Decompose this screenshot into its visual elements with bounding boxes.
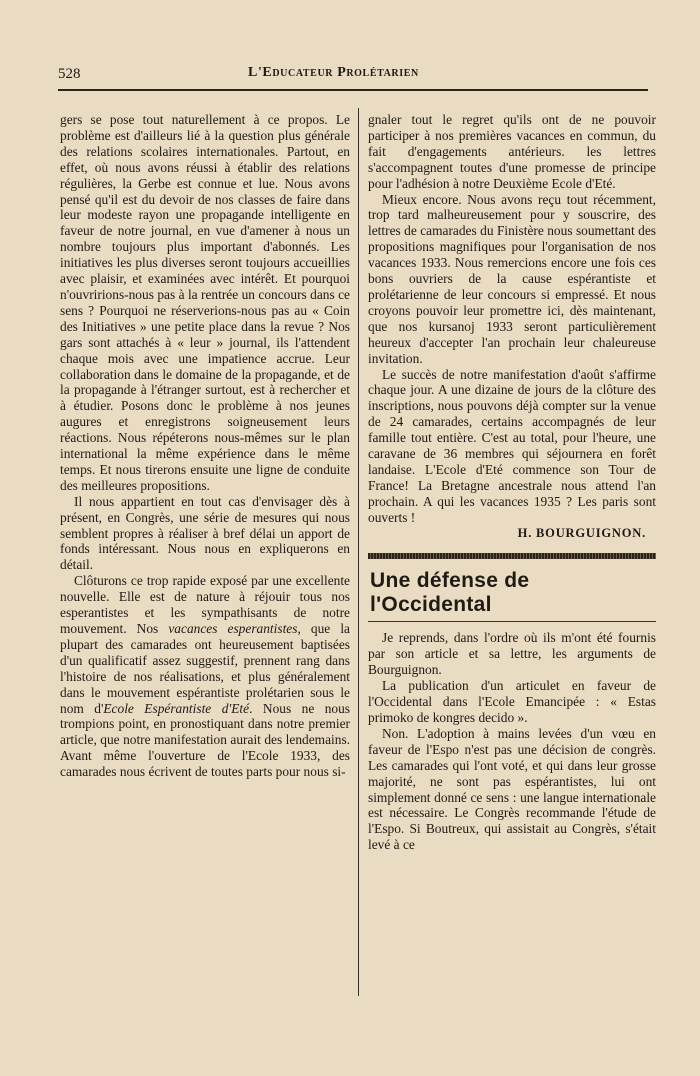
section-title: Une défense de l'Occidental <box>368 569 656 622</box>
paragraph: Il nous appartient en tout cas d'envisager dès à présent, en Congrès, une série de mesures qui nous semblent propres à réaliser à bref délai un apport de fonds intéressant. Nous nous en expliquerons en détail. <box>60 493 350 573</box>
paragraph: La publication d'un articulet en faveur de l'Occidental dans l'Ecole Emancipée : « Estas primoko de kongres decido ». <box>368 678 656 725</box>
paragraph: gers se pose tout naturellement à ce propos. Le problème est d'ailleurs lié à la question plus générale des relations scolaires internationales. Partout, en effet, où nous avons réussi à établir des relations régulières, la Gerbe est connue et lue. Nous avons pensé qu'il est du devoir de nos classes de faire dans leur modeste rayon une propagande intelligente en faveur de notre journal, en vue d'amener à nous un nombre toujours plus important d'abonnés. Les initiatives les plus diverses seront toujours accueillies avec plaisir, et examinées avec intérêt. Et pourquoi n'ouvririons-nous pas à la rentrée un concours dans ce sens ? Pourquoi ne réserverions-nous pas au « Coin des Initiatives » une petite place dans la revue ? Nos gars sont attachés à « leur » journal, ils l'attendent chaque mois avec une impatience accrue. Leur collaboration dans le domaine de la propagande, et de la propagande à l'étranger surtout, est à rechercher et à étudier. Posons donc le problème à nos jeunes augures et enregistrons soigneusement leurs réactions. Nous répéterons nous-mêmes sur le plan international la même expérience dans le même temps. Et nous tirerons ensuite une ligne de conduite des meilleures propositions. <box>60 112 350 493</box>
paragraph: gnaler tout le regret qu'ils ont de ne pouvoir participer à nos premières vacances en commun, du fait d'engagements antérieurs. les lettres s'accompagnent toutes d'une promesse de principe pour l'adhésion à notre Deuxième Ecole d'Eté. <box>368 112 656 191</box>
column-divider <box>358 108 359 996</box>
text-run: Clôturons ce trop rapide exposé par une excellente nouvelle. Elle est de nature à réjouir tous nos esperantistes et les sympathisants de notre mouvement. Nos <box>60 573 350 636</box>
author-signature: H. BOURGUIGNON. <box>517 525 646 540</box>
italic-text: vacances esperantistes <box>168 621 298 636</box>
page-number: 528 <box>58 66 81 82</box>
paragraph <box>60 573 350 780</box>
journal-title: L'Educateur Prolétarien <box>248 65 419 80</box>
text-run: , que la plupart des camarades ont heureusement baptisées d'un qualificatif assez suggestif, prennent rang dans l'histoire de nos réalisations, et plus généralement dans le mouvement espérantiste prolétarien sous le nom d' <box>60 621 351 716</box>
right-column <box>368 112 656 853</box>
italic-text: Ecole Espérantiste d'Eté <box>103 700 250 716</box>
paragraph: Non. L'adoption à mains levées d'un vœu en faveur de l'Espo n'est pas une décision de congrès. Les camarades qui l'ont voté, et qui dans leur grosse majorité, ne sont pas espérantistes, lui ont simplement donné ce sens : une langue internationale est nécessaire. Le Congrès recommande l'étude de l'Espo. Si Boutreux, qui assistait au Congrès, s'était levé à ce <box>368 725 656 853</box>
page-header <box>58 62 648 88</box>
paragraph: Mieux encore. Nous avons reçu tout récemment, trop tard malheureusement pour y souscrire, des lettres de camarades du Finistère nous soumettant des propositions magnifiques pour l'organisation de nos vacances 1933. Nous remercions encore une fois ces bons ouvriers de la cause espérantiste et prolétarienne de leur concours si empressé. Et nous croyons pouvoir leur promettre ici, dès maintenant, que nos kursanoj 1933 seront particulièrement heureux d'accepter l'an prochain leur chaleureuse invitation. <box>368 191 656 366</box>
text-run: . Nous ne nous trompions point, en pronostiquant dans notre premier article, que notre manifestation aurait des lendemains. Avant même l'ouverture de l'Ecole 1933, des camarades nous écrivent de toutes parts pour nous si- <box>60 700 351 780</box>
paragraph: Je reprends, dans l'ordre où ils m'ont été fournis par son article et sa lettre, les arguments de Bourguignon. <box>368 630 656 678</box>
header-rule <box>58 89 648 91</box>
section-rule <box>368 553 656 559</box>
paragraph: Le succès de notre manifestation d'août s'affirme chaque jour. A une dizaine de jours de la clôture des inscriptions, nous pouvons déjà compter sur la venue de 24 camarades, certains accompagnés de leur famille tout entière. C'est au total, pour l'heure, une caravane de 36 membres qui séjournera en forêt landaise. L'Ecole d'Eté commence son Tour de France! La Bretagne ancestrale nous attend l'an prochain. A qui les vacances 1935 ? Les paris sont ouverts ! <box>368 366 656 525</box>
left-column <box>60 112 350 780</box>
